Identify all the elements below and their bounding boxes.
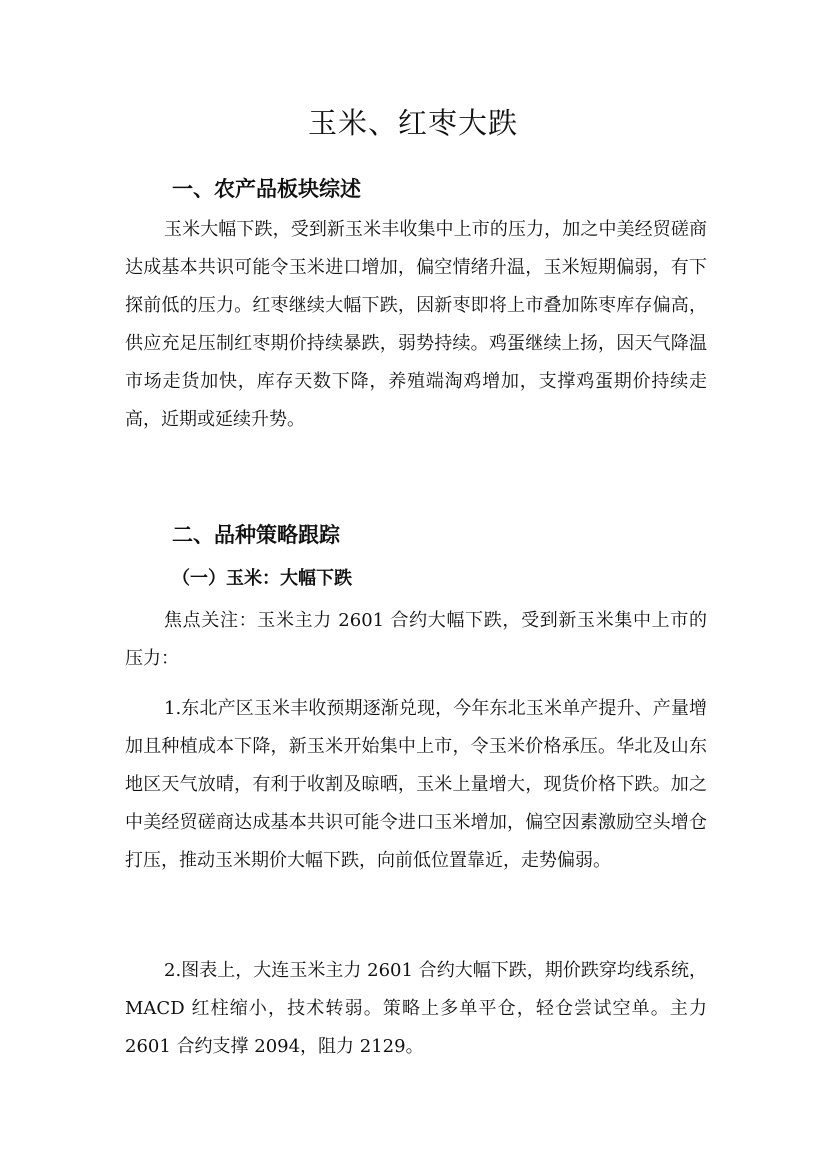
point-2-paragraph: 2.图表上，大连玉米主力 2601 合约大幅下跌，期价跌穿均线系统，MACD 红柱缩小，技术转弱。策略上多单平仓，轻仓尝试空单。主力 2601 合约支撑 2094，阻力 2129。 xyxy=(125,960,707,1057)
focus-paragraph: 焦点关注：玉米主力 2601 合约大幅下跌，受到新玉米集中上市的压力： xyxy=(125,610,707,669)
point-1-paragraph: 1.东北产区玉米丰收预期逐渐兑现，今年东北玉米单产提升、产量增加且种植成本下降，新玉米开始集中上市，令玉米价格承压。华北及山东地区天气放晴，有利于收割及晾晒，玉米上量增大，现货价格下跌。加之中美经贸磋商达成基本共识可能令进口玉米增加，偏空因素激励空头增仓打压，推动玉米期价大幅下跌，向前低位置靠近，走势偏弱。 xyxy=(125,698,707,871)
section-heading-overview: 一、农产品板块综述 xyxy=(172,177,361,201)
overview-paragraph: 玉米大幅下跌，受到新玉米丰收集中上市的压力，加之中美经贸磋商达成基本共识可能令玉米进口增加，偏空情绪升温，玉米短期偏弱，有下探前低的压力。红枣继续大幅下跌，因新枣即将上市叠加陈枣库存偏高，供应充足压制红枣期价持续暴跌，弱势持续。鸡蛋继续上扬，因天气降温市场走货加快，库存天数下降，养殖端淘鸡增加，支撑鸡蛋期价持续走高，近期或延续升势。 xyxy=(125,219,707,430)
section-heading-strategy: 二、品种策略跟踪 xyxy=(172,523,340,547)
document-title: 玉米、红枣大跌 xyxy=(307,106,518,140)
subheading-corn: （一）玉米：大幅下跌 xyxy=(172,568,352,589)
